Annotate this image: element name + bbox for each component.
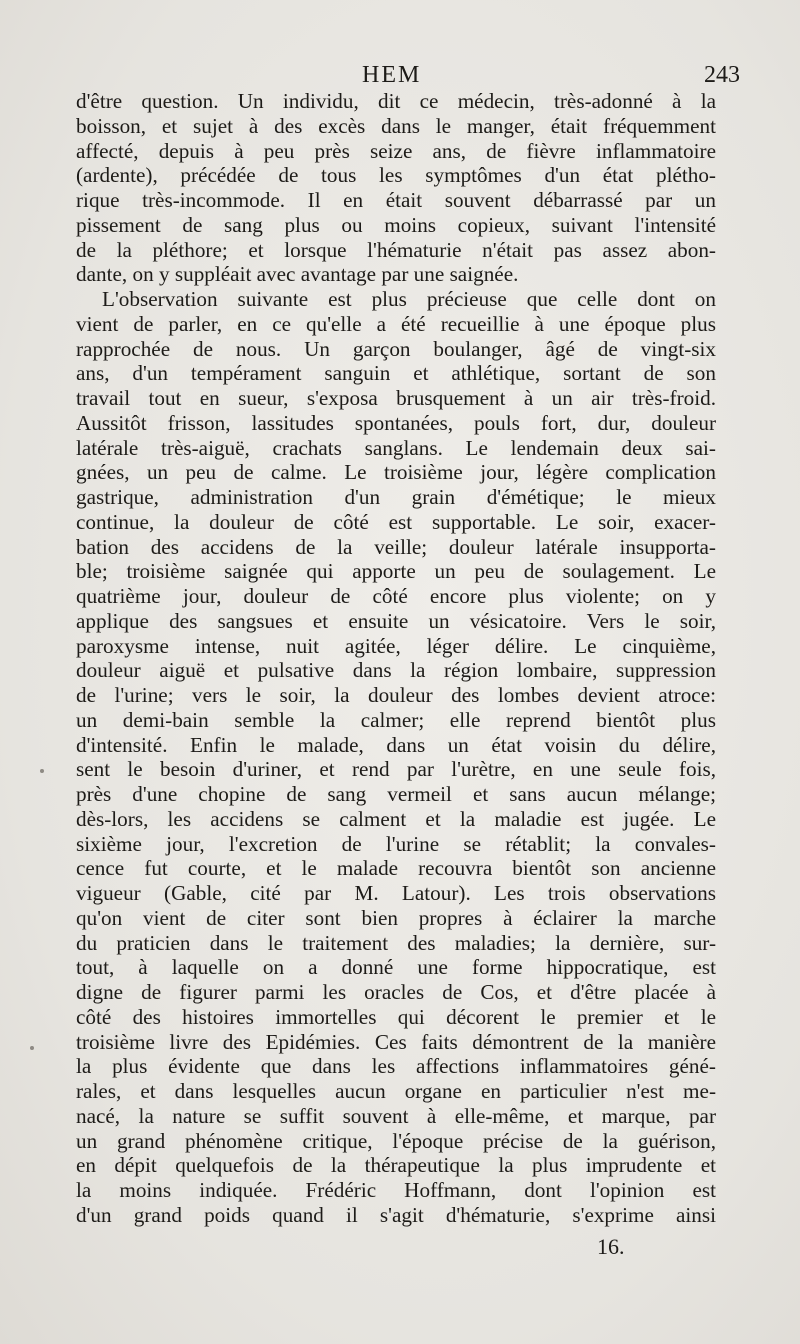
text-line: un demi-bain semble la calmer; elle reprend bientôt plus xyxy=(76,707,716,732)
text-line: quatrième jour, douleur de côté encore plus violente; on y xyxy=(76,584,716,608)
text-line: la moins indiquée. Frédéric Hoffmann, dont l'opinion est xyxy=(76,1178,716,1202)
text-line: bation des accidens de la veille; douleur latérale insupporta- xyxy=(76,534,716,559)
body-text xyxy=(76,89,716,1228)
text-line: dante, on y suppléait avec avantage par une saignée. xyxy=(76,262,519,287)
text-line: digne de figurer parmi les oracles de Cos, et d'être placée à xyxy=(76,980,716,1004)
text-line: côté des histoires immortelles qui décorent le premier et le xyxy=(76,1004,716,1029)
text-line: près d'une chopine de sang vermeil et sans aucun mélange; xyxy=(76,782,716,806)
text-line: qu'on vient de citer sont bien propres à éclairer la marche xyxy=(76,905,716,930)
text-line: nacé, la nature se suffit souvent à elle-même, et marque, par xyxy=(76,1103,716,1128)
text-line: ble; troisième saignée qui apporte un peu de soulagement. Le xyxy=(76,559,716,584)
text-line: ans, d'un tempérament sanguin et athlétique, sortant de son xyxy=(76,361,716,386)
text-line: de l'urine; vers le soir, la douleur des lombes devient atroce: xyxy=(76,683,716,707)
text-line: du praticien dans le traitement des maladies; la dernière, sur- xyxy=(76,930,716,955)
text-line: la plus évidente que dans les affections inflammatoires géné- xyxy=(76,1054,716,1079)
text-line: continue, la douleur de côté est supportable. Le soir, exacer- xyxy=(76,509,716,534)
running-head-title: HEM xyxy=(362,62,422,88)
text-line: un grand phénomène critique, l'époque précise de la guérison, xyxy=(76,1128,716,1153)
text-line: douleur aiguë et pulsative dans la région lombaire, suppression xyxy=(76,658,716,683)
page-number: 243 xyxy=(704,62,740,88)
text-line: d'être question. Un individu, dit ce médecin, très-adonné à la xyxy=(76,89,716,113)
text-line: L'observation suivante est plus précieuse que celle dont on xyxy=(102,287,716,311)
text-line: Aussitôt frisson, lassitudes spontanées, pouls fort, dur, douleur xyxy=(76,410,716,435)
text-line: travail tout en sueur, s'exposa brusquement à un air très-froid. xyxy=(76,386,716,410)
text-line: d'intensité. Enfin le malade, dans un état voisin du délire, xyxy=(76,732,716,757)
text-line: boisson, et sujet à des excès dans le manger, était fréquemment xyxy=(76,113,716,138)
text-line: rales, et dans lesquelles aucun organe en particulier n'est me- xyxy=(76,1079,716,1103)
margin-speck xyxy=(30,1046,34,1050)
text-line: latérale très-aiguë, crachats sanglans. Le lendemain deux sai- xyxy=(76,435,716,460)
text-line: applique des sangsues et ensuite un vésicatoire. Vers le soir, xyxy=(76,608,716,633)
text-line: paroxysme intense, nuit agitée, léger délire. Le cinquième, xyxy=(76,633,716,658)
text-line: vigueur (Gable, cité par M. Latour). Les trois observations xyxy=(76,881,716,905)
text-line: sixième jour, l'excretion de l'urine se rétablit; la convales- xyxy=(76,831,716,856)
text-line: d'un grand poids quand il s'agit d'hématurie, s'exprime ainsi xyxy=(76,1202,716,1227)
text-line: tout, à laquelle on a donné une forme hippocratique, est xyxy=(76,955,716,980)
text-line: de la pléthore; et lorsque l'hématurie n'était pas assez abon- xyxy=(76,237,716,262)
text-line: gnées, un peu de calme. Le troisième jour, légère complication xyxy=(76,460,716,485)
text-line: rique très-incommode. Il en était souvent débarrassé par un xyxy=(76,188,716,212)
text-line: dès-lors, les accidens se calment et la maladie est jugée. Le xyxy=(76,806,716,831)
text-line: affecté, depuis à peu près seize ans, de fièvre inflammatoire xyxy=(76,138,716,163)
text-line: gastrique, administration d'un grain d'émétique; le mieux xyxy=(76,485,716,509)
text-line: (ardente), précédée de tous les symptômes d'un état plétho- xyxy=(76,163,716,188)
text-line: sent le besoin d'uriner, et rend par l'urètre, en une seule fois, xyxy=(76,757,716,782)
text-line: vient de parler, en ce qu'elle a été recueillie à une époque plus xyxy=(76,311,716,336)
running-head xyxy=(0,58,800,92)
text-line: troisième livre des Epidémies. Ces faits démontrent de la manière xyxy=(76,1029,716,1054)
text-line: pissement de sang plus ou moins copieux, suivant l'intensité xyxy=(76,212,716,237)
text-line: rapprochée de nous. Un garçon boulanger, âgé de vingt-six xyxy=(76,336,716,361)
text-line: en dépit quelquefois de la thérapeutique la plus imprudente et xyxy=(76,1153,716,1178)
text-line: cence fut courte, et le malade recouvra bientôt son ancienne xyxy=(76,856,716,881)
signature-mark: 16. xyxy=(597,1234,625,1259)
margin-speck xyxy=(40,769,44,773)
